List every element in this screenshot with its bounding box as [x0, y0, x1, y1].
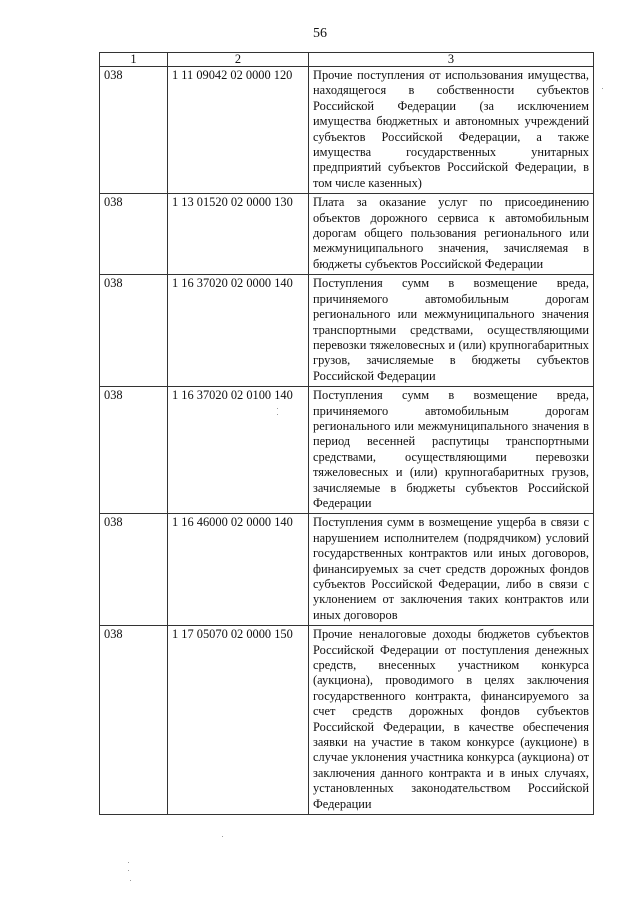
scan-speck — [602, 88, 603, 89]
admin-code-cell: 038 — [100, 626, 168, 815]
page-number: 56 — [313, 26, 327, 41]
budget-code: 1 16 46000 02 0000 140 — [172, 515, 293, 530]
table-row — [100, 626, 594, 815]
scan-speck — [277, 414, 278, 415]
table-row — [100, 514, 594, 626]
scan-speck — [130, 880, 131, 881]
scan-speck — [222, 836, 223, 837]
admin-code-cell: 038 — [100, 67, 168, 194]
budget-code-cell — [168, 194, 309, 275]
budget-code: 1 17 05070 02 0000 150 — [172, 627, 293, 642]
header-col-1: 1 — [100, 53, 168, 67]
table-row — [100, 275, 594, 387]
budget-code: 1 16 37020 02 0100 140 — [172, 388, 293, 403]
scan-speck — [128, 862, 129, 863]
table-header-row — [100, 53, 594, 67]
revenue-name-cell: Поступления сумм в возмещение вреда, причиняемого автомобильным дорогам регионального или межмуниципального значения транспортными средствами, осуществляющими перевозки тяжеловесных и (или) крупногабаритных грузов, зачисляемые в бюджеты субъектов Российской Федерации — [309, 275, 594, 387]
revenue-name-cell: Поступления сумм в возмещение вреда, причиняемого автомобильным дорогам регионального или межмуниципального значения в период весенней распутицы транспортными средствами, осуществляющими перевозки тяжеловесных и (или) крупногабаритных грузов, зачисляемые в бюджеты субъектов Российской Федерации — [309, 387, 594, 514]
budget-code: 1 11 09042 02 0000 120 — [172, 68, 293, 82]
header-col-2: 2 — [168, 53, 309, 67]
budget-code-cell — [168, 67, 309, 194]
budget-code-cell — [168, 626, 309, 815]
revenue-name-cell: Прочие поступления от использования имущества, находящегося в собственности субъектов Российской Федерации (за исключением имущества бюджетных и автономных учреждений субъектов Российской Федерации, а также имущества государственных унитарных предприятий субъектов Российской Федерации, в том числе казенных) — [309, 67, 594, 194]
table-row — [100, 67, 594, 194]
table-row — [100, 194, 594, 275]
budget-code-cell — [168, 514, 309, 626]
budget-code: 1 13 01520 02 0000 130 — [172, 195, 293, 210]
admin-code-cell: 038 — [100, 194, 168, 275]
header-col-3: 3 — [309, 53, 594, 67]
budget-code: 1 16 37020 02 0000 140 — [172, 276, 293, 291]
revenue-name-cell: Поступления сумм в возмещение ущерба в связи с нарушением исполнителем (подрядчиком) условий государственных контрактов или иных договоров, финансируемых за счет средств дорожных фондов субъектов Российской Федерации, либо в связи с уклонением от заключения таких контрактов или иных договоров — [309, 514, 594, 626]
table-row — [100, 387, 594, 514]
admin-code-cell: 038 — [100, 514, 168, 626]
scan-speck — [277, 408, 278, 409]
revenue-codes-table — [99, 52, 594, 815]
admin-code-cell: 038 — [100, 275, 168, 387]
admin-code-cell: 038 — [100, 387, 168, 514]
budget-code-cell — [168, 387, 309, 514]
revenue-name-cell: Прочие неналоговые доходы бюджетов субъектов Российской Федерации от поступления денежных средств, внесенных участником конкурса (аукциона), проводимого в целях заключения государственного контракта, финансируемого за счет средств дорожных фондов субъектов Российской Федерации, в качестве обеспечения заявки на участие в таком конкурсе (аукционе) в случае уклонения участника конкурса (аукциона) от заключения данного контракта и в иных случаях, установленных законодательством Российской Федерации — [309, 626, 594, 815]
budget-code-cell — [168, 275, 309, 387]
scan-speck — [128, 870, 129, 871]
revenue-name-cell: Плата за оказание услуг по присоединению объектов дорожного сервиса к автомобильным дорогам общего пользования регионального или межмуниципального значения, зачисляемая в бюджеты субъектов Российской Федерации — [309, 194, 594, 275]
